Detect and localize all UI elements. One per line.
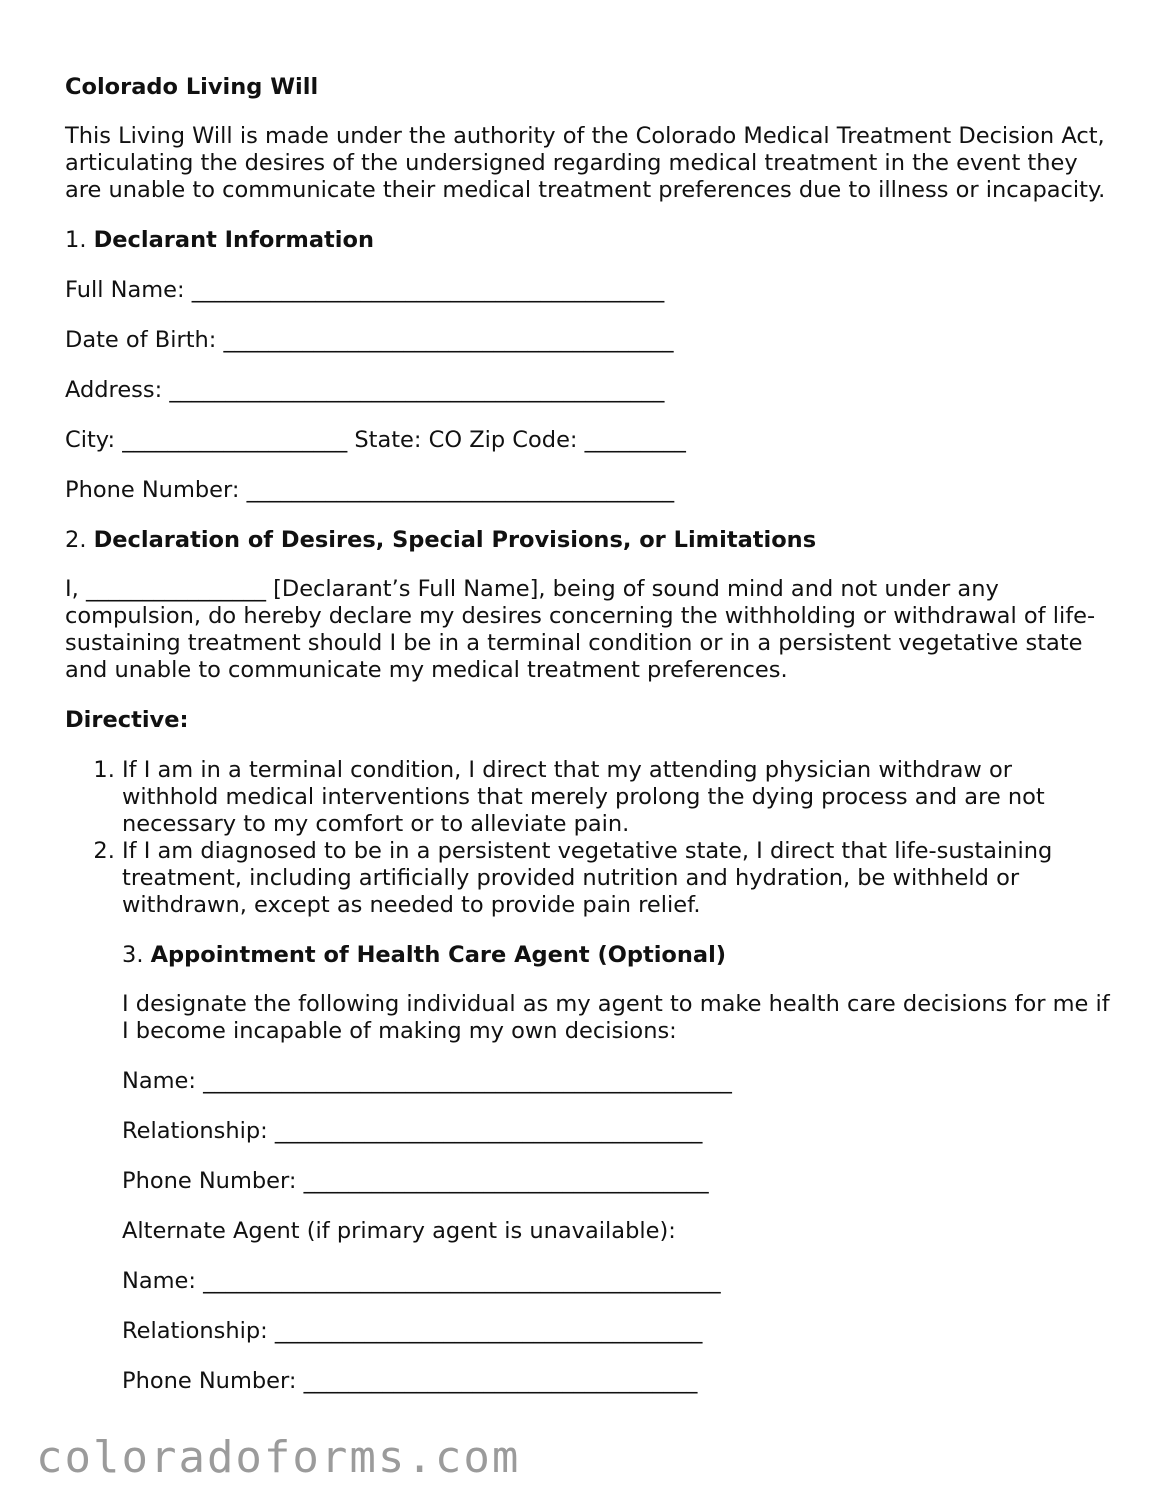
- directive-list: [65, 757, 1110, 919]
- directive-heading: Directive:: [65, 707, 189, 733]
- document-title: Colorado Living Will: [65, 74, 319, 100]
- agent-name-field[interactable]: Name: _______________________________________________: [122, 1068, 732, 1094]
- date-of-birth-field[interactable]: Date of Birth: ________________________________________: [65, 327, 674, 353]
- alternate-agent-phone-field[interactable]: Phone Number: ___________________________________: [122, 1368, 698, 1394]
- directive-item: 1. If I am in a terminal condition, I direct that my attending physician withdraw or withhold medical interventions that merely prolong the dying process and are not necessary to my comfort or to alleviate pain.: [122, 757, 1110, 838]
- section1-heading: 1. Declarant Information: [65, 227, 374, 253]
- agent-phone-field[interactable]: Phone Number: ____________________________________: [122, 1168, 709, 1194]
- alternate-agent-relationship-field[interactable]: Relationship: ______________________________________: [122, 1318, 703, 1344]
- section2-heading: 2. Declaration of Desires, Special Provisions, or Limitations: [65, 527, 817, 553]
- alternate-agent-label: Alternate Agent (if primary agent is unavailable):: [122, 1218, 676, 1244]
- agent-section: [122, 942, 1110, 1395]
- intro-paragraph: This Living Will is made under the authority of the Colorado Medical Treatment Decision Act, articulating the desires of the undersigned regarding medical treatment in the event they are unable to communicate their medical treatment preferences due to illness or incapacity.: [65, 123, 1106, 203]
- section3-heading: 3. Appointment of Health Care Agent (Optional): [122, 942, 727, 968]
- address-field[interactable]: Address: ____________________________________________: [65, 377, 665, 403]
- declaration-paragraph: I, ________________ [Declarant’s Full Name], being of sound mind and not under any compulsion, do hereby declare my desires concerning the withholding or withdrawal of life-sustaining treatment should I be in a terminal condition or in a persistent vegetative state and unable to communicate my medical treatment preferences.: [65, 576, 1096, 683]
- watermark: coloradoforms.com: [36, 1432, 521, 1483]
- alternate-agent-name-field[interactable]: Name: ______________________________________________: [122, 1268, 721, 1294]
- full-name-field[interactable]: Full Name: __________________________________________: [65, 277, 665, 303]
- directive-item: 2. If I am diagnosed to be in a persistent vegetative state, I direct that life-sustaining treatment, including artificially provided nutrition and hydration, be withheld or withdrawn, except as needed to provide pain relief.: [122, 838, 1110, 919]
- agent-relationship-field[interactable]: Relationship: ______________________________________: [122, 1118, 703, 1144]
- document-page: [65, 74, 1110, 1395]
- phone-number-field[interactable]: Phone Number: ______________________________________: [65, 477, 675, 503]
- city-state-zip-field[interactable]: City: ____________________ State: CO Zip Code: _________: [65, 427, 686, 453]
- agent-designation-paragraph: I designate the following individual as my agent to make health care decisions for me if I become incapable of making my own decisions:: [122, 991, 1110, 1044]
